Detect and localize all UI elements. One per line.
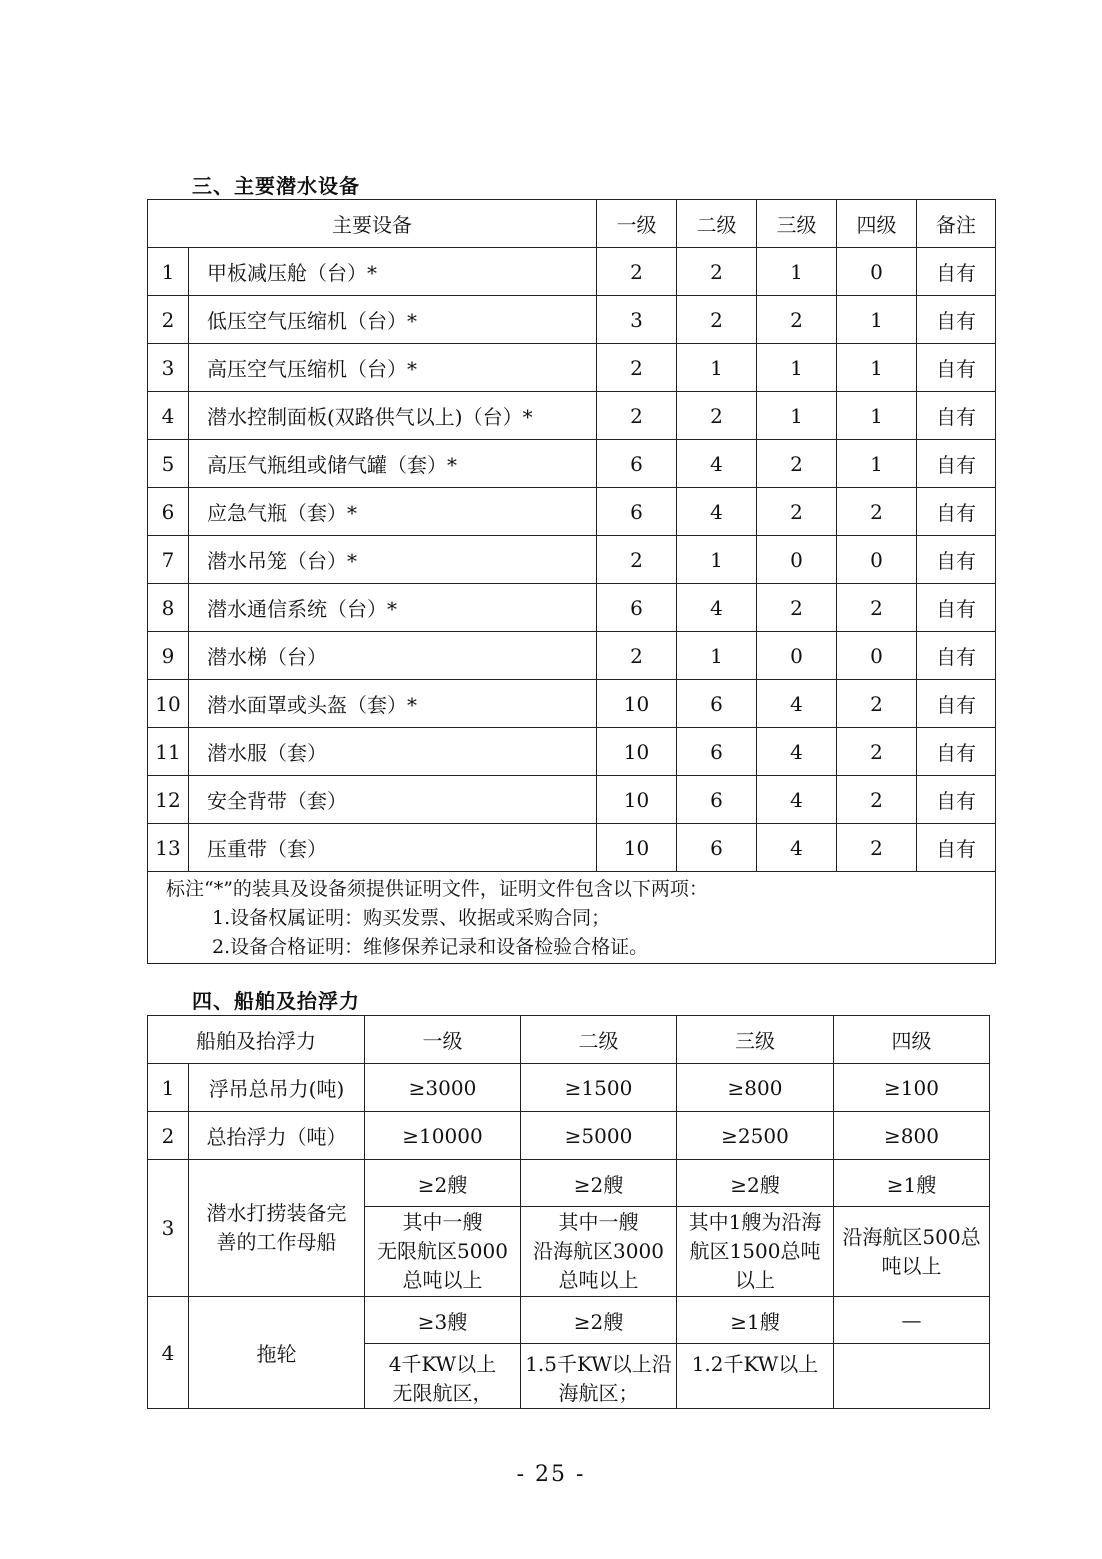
equipment-name: 潜水梯（台） (189, 632, 597, 680)
equipment-name: 潜水控制面板(双路供气以上)（台）* (189, 392, 597, 440)
level-4-value: 2 (837, 728, 917, 776)
header-level-3: 三级 (677, 1016, 834, 1064)
level-3-value: 1 (757, 344, 837, 392)
detail-line: 1.2千KW以上 (691, 1352, 819, 1376)
table-row (148, 776, 996, 824)
level-1-value: 3 (597, 296, 677, 344)
remarks-value: 自有 (917, 296, 996, 344)
level-2-value: 2 (677, 296, 757, 344)
level-3-count: ≥2艘 (677, 1160, 834, 1207)
row-label (189, 1160, 365, 1297)
table-row (148, 344, 996, 392)
level-1-value: 2 (597, 248, 677, 296)
level-3-value: 2 (757, 584, 837, 632)
level-4-value: 0 (837, 632, 917, 680)
note-item-2: 2.设备合格证明：维修保养记录和设备检验合格证。 (212, 936, 649, 958)
level-2-value: 1 (677, 344, 757, 392)
equipment-name: 潜水通信系统（台）* (189, 584, 597, 632)
table-row (148, 584, 996, 632)
table-row (148, 440, 996, 488)
row-number: 3 (148, 344, 189, 392)
row-label-line: 善的工作母船 (216, 1230, 337, 1254)
table-row (148, 536, 996, 584)
table-row (148, 1297, 990, 1344)
header-remarks: 备注 (917, 200, 996, 248)
level-1-value: 6 (597, 584, 677, 632)
remarks-value: 自有 (917, 488, 996, 536)
level-4-value: ≥800 (834, 1112, 990, 1160)
row-number: 3 (148, 1160, 189, 1297)
level-3-value: 4 (757, 824, 837, 872)
level-1-value: 2 (597, 536, 677, 584)
remarks-value: 自有 (917, 440, 996, 488)
table-row (148, 680, 996, 728)
header-level-3: 三级 (757, 200, 837, 248)
remarks-value: 自有 (917, 392, 996, 440)
level-4-value: 2 (837, 584, 917, 632)
remarks-value: 自有 (917, 248, 996, 296)
remarks-value: 自有 (917, 824, 996, 872)
remarks-value: 自有 (917, 536, 996, 584)
remarks-value: 自有 (917, 584, 996, 632)
row-label: 总抬浮力（吨） (189, 1112, 365, 1160)
detail-line: 其中一艘 (558, 1210, 639, 1234)
table-row (148, 392, 996, 440)
level-4-value: 2 (837, 488, 917, 536)
row-number: 11 (148, 728, 189, 776)
level-2-value: 1 (677, 632, 757, 680)
level-1-value: 10 (597, 824, 677, 872)
row-number: 13 (148, 824, 189, 872)
level-2-value: 6 (677, 776, 757, 824)
detail-line: 吨以上 (881, 1253, 942, 1278)
table-row (148, 728, 996, 776)
level-4-value: 2 (837, 680, 917, 728)
level-1-detail (365, 1344, 521, 1409)
equipment-name: 甲板减压舱（台）* (189, 248, 597, 296)
level-4-value: 1 (837, 344, 917, 392)
level-1-value: 2 (597, 632, 677, 680)
remarks-value: 自有 (917, 632, 996, 680)
vessel-buoyancy-table (147, 1015, 990, 1409)
level-1-value: 2 (597, 344, 677, 392)
detail-line: 沿海航区3000 (533, 1239, 664, 1263)
row-number: 9 (148, 632, 189, 680)
row-label-line: 潜水打捞装备完 (206, 1201, 347, 1225)
row-number: 12 (148, 776, 189, 824)
header-level-2: 二级 (677, 200, 757, 248)
table-header-row (148, 200, 996, 248)
row-number: 7 (148, 536, 189, 584)
remarks-value: 自有 (917, 344, 996, 392)
row-number: 10 (148, 680, 189, 728)
header-level-1: 一级 (365, 1016, 521, 1064)
section4-title: 四、船舶及抬浮力 (192, 989, 360, 1013)
table-row (148, 1064, 990, 1112)
note-cell (148, 872, 996, 964)
level-2-value: 4 (677, 488, 757, 536)
header-level-4: 四级 (834, 1016, 990, 1064)
row-number: 2 (148, 1112, 189, 1160)
detail-line: 1.5千KW以上沿 (525, 1352, 672, 1376)
detail-line: 航区1500总吨 (689, 1239, 821, 1263)
level-2-value: 6 (677, 680, 757, 728)
table-row (148, 1112, 990, 1160)
level-2-value: ≥5000 (521, 1112, 677, 1160)
level-2-value: 6 (677, 824, 757, 872)
level-1-value: ≥3000 (365, 1064, 521, 1112)
level-2-value: 2 (677, 248, 757, 296)
note-intro: 标注“*”的装具及设备须提供证明文件，证明文件包含以下两项： (166, 878, 708, 900)
level-4-detail (834, 1344, 990, 1409)
level-1-detail (365, 1207, 521, 1297)
row-number: 1 (148, 248, 189, 296)
level-1-value: 2 (597, 392, 677, 440)
level-4-value: 2 (837, 776, 917, 824)
level-1-value: ≥10000 (365, 1112, 521, 1160)
remarks-value: 自有 (917, 776, 996, 824)
header-level-1: 一级 (597, 200, 677, 248)
level-2-count: ≥2艘 (521, 1297, 677, 1344)
level-2-value: ≥1500 (521, 1064, 677, 1112)
level-2-count: ≥2艘 (521, 1160, 677, 1207)
section3-title: 三、主要潜水设备 (192, 174, 360, 198)
equipment-name: 潜水服（套） (189, 728, 597, 776)
level-2-detail (521, 1344, 677, 1409)
level-3-value: ≥2500 (677, 1112, 834, 1160)
page-number: - 25 - (516, 1462, 586, 1487)
detail-line: 其中一艘 (402, 1210, 483, 1234)
diving-equipment-table (147, 199, 996, 964)
level-1-value: 10 (597, 776, 677, 824)
note-row (148, 872, 996, 964)
row-number: 1 (148, 1064, 189, 1112)
level-3-value: 4 (757, 728, 837, 776)
level-3-value: 1 (757, 392, 837, 440)
detail-line: 总吨以上 (558, 1268, 639, 1292)
detail-line: 以上 (735, 1268, 775, 1292)
header-level-2: 二级 (521, 1016, 677, 1064)
remarks-value: 自有 (917, 680, 996, 728)
level-4-value: 1 (837, 440, 917, 488)
header-level-4: 四级 (837, 200, 917, 248)
row-number: 4 (148, 392, 189, 440)
level-2-value: 4 (677, 440, 757, 488)
level-4-value: 0 (837, 248, 917, 296)
row-number: 4 (148, 1297, 189, 1409)
level-2-value: 4 (677, 584, 757, 632)
level-3-detail (677, 1207, 834, 1297)
level-2-value: 6 (677, 728, 757, 776)
detail-line: 无限航区5000 (377, 1239, 508, 1263)
level-3-value: ≥800 (677, 1064, 834, 1112)
level-4-count: ≥1艘 (834, 1160, 990, 1207)
detail-line: 4千KW以上 (388, 1352, 497, 1376)
level-4-count: — (834, 1297, 990, 1344)
level-3-value: 2 (757, 440, 837, 488)
equipment-name: 高压空气压缩机（台）* (189, 344, 597, 392)
level-3-detail (677, 1344, 834, 1409)
table-header-row (148, 1016, 990, 1064)
level-3-value: 2 (757, 488, 837, 536)
equipment-name: 高压气瓶组或储气罐（套）* (189, 440, 597, 488)
level-1-count: ≥3艘 (365, 1297, 521, 1344)
table-row (148, 1160, 990, 1207)
equipment-name: 压重带（套） (189, 824, 597, 872)
row-number: 8 (148, 584, 189, 632)
row-label: 浮吊总吊力(吨) (189, 1064, 365, 1112)
table-row (148, 632, 996, 680)
level-2-value: 1 (677, 536, 757, 584)
level-4-value: 1 (837, 392, 917, 440)
level-4-value: 1 (837, 296, 917, 344)
level-3-count: ≥1艘 (677, 1297, 834, 1344)
level-3-value: 4 (757, 680, 837, 728)
level-3-value: 1 (757, 248, 837, 296)
level-2-detail (521, 1207, 677, 1297)
level-1-value: 6 (597, 488, 677, 536)
note-item-1: 1.设备权属证明：购买发票、收据或采购合同； (212, 907, 611, 929)
equipment-name: 低压空气压缩机（台）* (189, 296, 597, 344)
level-4-value: 0 (837, 536, 917, 584)
row-number: 5 (148, 440, 189, 488)
level-4-value: ≥100 (834, 1064, 990, 1112)
detail-line: 其中1艘为沿海 (688, 1210, 822, 1234)
level-1-value: 6 (597, 440, 677, 488)
equipment-name: 应急气瓶（套）* (189, 488, 597, 536)
level-3-value: 2 (757, 296, 837, 344)
level-3-value: 4 (757, 776, 837, 824)
level-1-value: 10 (597, 728, 677, 776)
remarks-value: 自有 (917, 728, 996, 776)
detail-line: 海航区； (558, 1381, 639, 1405)
detail-line: 沿海航区500总 (842, 1224, 981, 1249)
row-label: 拖轮 (189, 1297, 365, 1409)
row-number: 6 (148, 488, 189, 536)
level-3-value: 0 (757, 632, 837, 680)
header-main-equipment: 主要设备 (148, 200, 597, 248)
level-4-value: 2 (837, 824, 917, 872)
detail-line: 总吨以上 (402, 1268, 483, 1292)
detail-line: 无限航区， (392, 1381, 493, 1405)
header-vessel-buoyancy: 船舶及抬浮力 (148, 1016, 365, 1064)
table-row (148, 296, 996, 344)
table-row (148, 824, 996, 872)
equipment-name: 潜水面罩或头盔（套）* (189, 680, 597, 728)
level-4-detail (834, 1207, 990, 1297)
equipment-name: 安全背带（套） (189, 776, 597, 824)
table-row (148, 248, 996, 296)
table-row (148, 488, 996, 536)
row-number: 2 (148, 296, 189, 344)
level-2-value: 2 (677, 392, 757, 440)
level-3-value: 0 (757, 536, 837, 584)
equipment-name: 潜水吊笼（台）* (189, 536, 597, 584)
level-1-count: ≥2艘 (365, 1160, 521, 1207)
level-1-value: 10 (597, 680, 677, 728)
